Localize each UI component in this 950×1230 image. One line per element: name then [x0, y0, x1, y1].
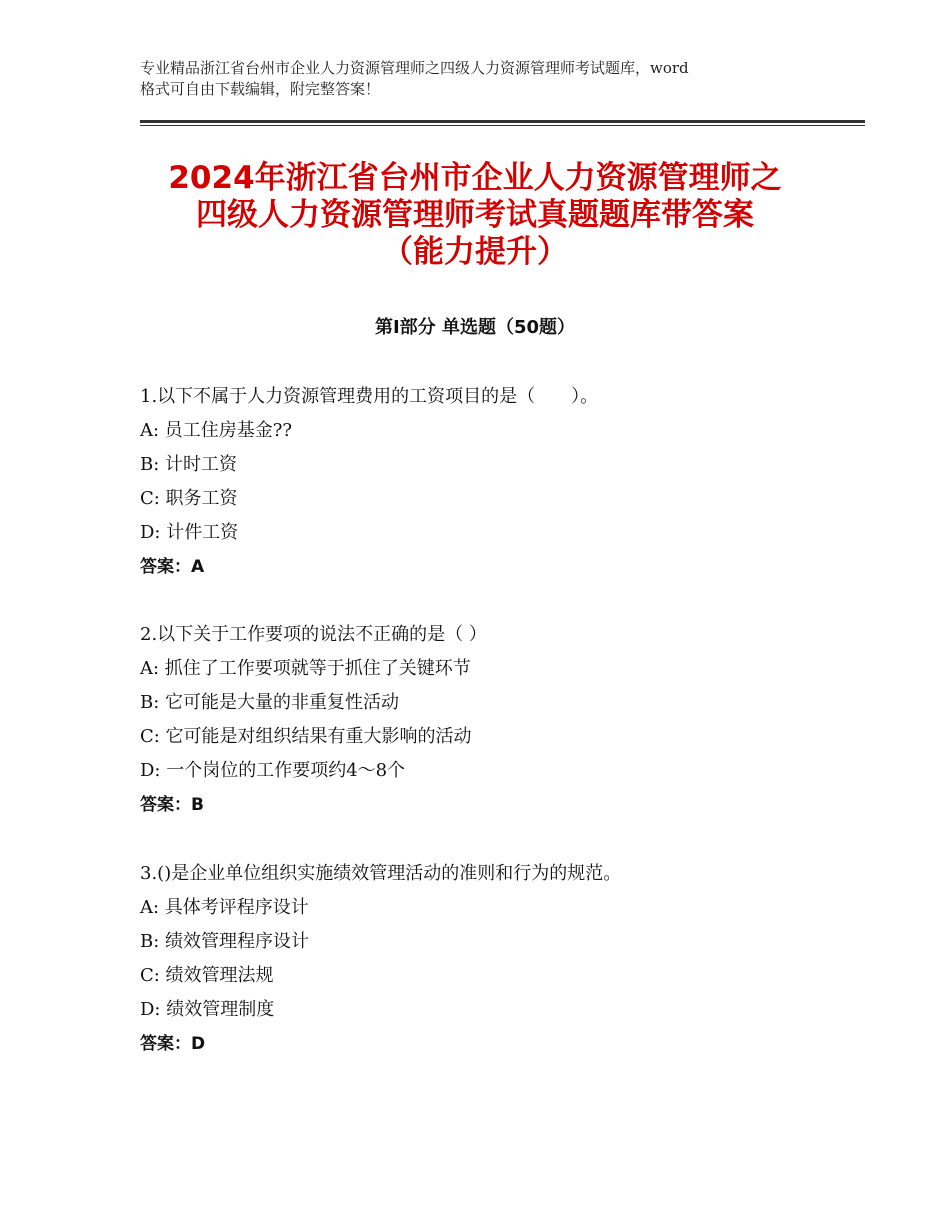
option-a: A: 员工住房基金??: [140, 420, 293, 441]
question-3: [140, 857, 860, 1061]
question-2: [140, 618, 860, 822]
option-b: B: 计时工资: [140, 454, 238, 475]
option-b: B: 绩效管理程序设计: [140, 931, 310, 952]
header-divider-thick: [140, 120, 865, 123]
answer-value: D: [191, 1034, 206, 1054]
question-stem: 2.以下关于工作要项的说法不正确的是（ ）: [140, 624, 487, 645]
question-stem: 3.()是企业单位组织实施绩效管理活动的准则和行为的规范。: [140, 863, 622, 884]
question-stem: 1.以下不属于人力资源管理费用的工资项目的是（ ）。: [140, 386, 599, 407]
header-note: [140, 58, 830, 100]
option-d: D: 绩效管理制度: [140, 999, 275, 1020]
header-divider-thin: [140, 125, 865, 126]
document-title: [120, 160, 830, 271]
option-c: C: 绩效管理法规: [140, 965, 274, 986]
option-a: A: 具体考评程序设计: [140, 897, 309, 918]
section-heading: 第Ⅰ部分 单选题（50题）: [374, 317, 575, 338]
answer-line: [140, 550, 860, 584]
option-b: B: 它可能是大量的非重复性活动: [140, 692, 400, 713]
question-1: [140, 380, 860, 584]
title-line-2: 四级人力资源管理师考试真题题库带答案: [196, 197, 754, 233]
header-note-line-2: 格式可自由下载编辑，附完整答案！: [140, 80, 381, 98]
option-c: C: 职务工资: [140, 488, 238, 509]
option-c: C: 它可能是对组织结果有重大影响的活动: [140, 726, 472, 747]
option-a: A: 抓住了工作要项就等于抓住了关键环节: [140, 658, 471, 679]
option-d: D: 计件工资: [140, 522, 239, 543]
option-d: D: 一个岗位的工作要项约4～8个: [140, 760, 406, 781]
title-line-3: （能力提升）: [382, 234, 568, 270]
answer-label: 答案：: [140, 557, 191, 577]
header-note-line-1: 专业精品浙江省台州市企业人力资源管理师之四级人力资源管理师考试题库，word: [140, 59, 689, 77]
answer-label: 答案：: [140, 1034, 191, 1054]
answer-label: 答案：: [140, 795, 191, 815]
title-line-1: 2024年浙江省台州市企业人力资源管理师之: [168, 160, 782, 196]
answer-line: [140, 1027, 860, 1061]
answer-value: A: [191, 557, 205, 577]
answer-line: [140, 788, 860, 822]
answer-value: B: [191, 795, 204, 815]
